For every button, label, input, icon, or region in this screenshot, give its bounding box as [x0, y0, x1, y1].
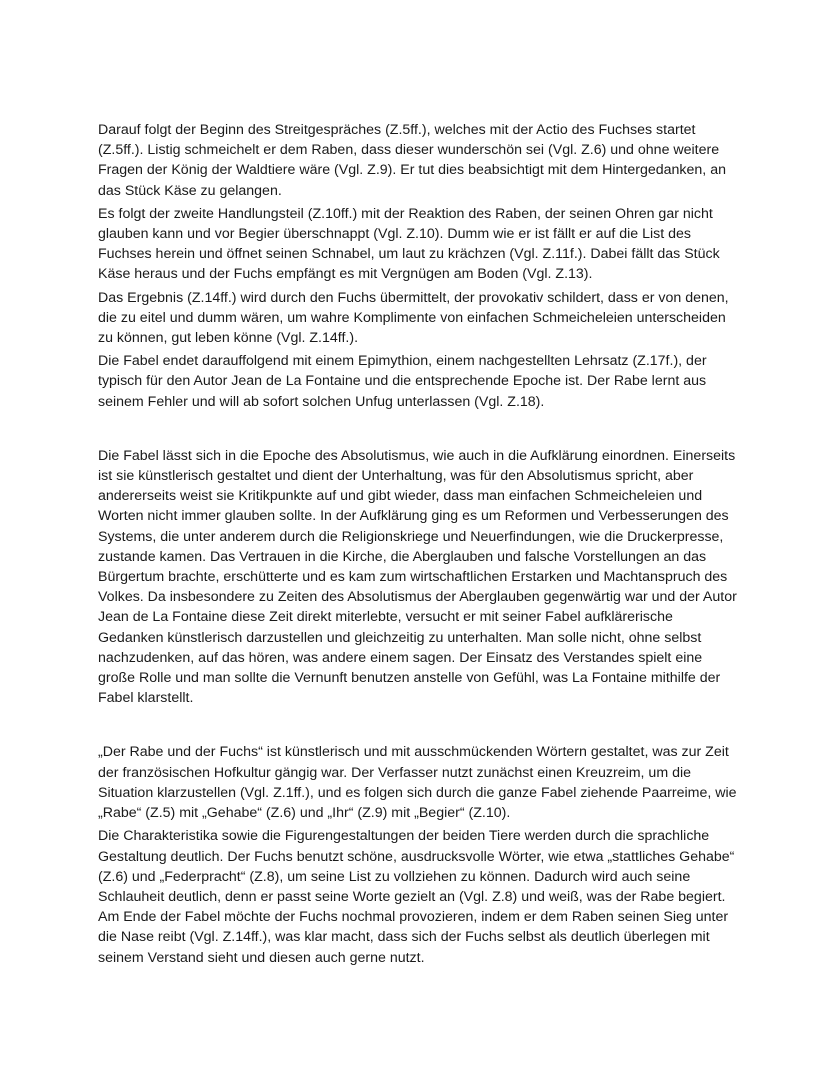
- paragraph-charakteristika: Die Charakteristika sowie die Figurengestaltungen der beiden Tiere werden durch die sprachliche Gestaltung deutlich. Der Fuchs benutzt schöne, ausdrucksvolle Wörter, wie etwa „stattliches Gehabe“ (Z.6) und „Federpracht“ (Z.8), um seine List zu vollziehen zu können. Dadurch wird auch seine Schlauheit deutlich, denn er passt seine Worte gezielt an (Vgl. Z.8) und weiß, was der Rabe begiert. Am Ende der Fabel möchte der Fuchs nochmal provozieren, indem er dem Raben seinen Sieg unter die Nase reibt (Vgl. Z.14ff.), was klar macht, dass sich der Fuchs selbst als deutlich überlegen mit seinem Verstand sieht und diesen auch gerne nutzt.: [98, 828, 735, 966]
- paragraph-streitgespraech: Darauf folgt der Beginn des Streitgespräches (Z.5ff.), welches mit der Actio des Fuchses startet (Z.5ff.). Listig schmeichelt er dem Raben, dass dieser wunderschön sei (Vgl. Z.6) und ohne weitere Fragen der König der Waldtiere wäre (Vgl. Z.9). Er tut dies beabsichtigt mit dem Hintergedanken, an das Stück Käse zu gelangen.: [98, 122, 726, 199]
- document-body: [98, 120, 738, 971]
- paragraph-handlungsteil: Es folgt der zweite Handlungsteil (Z.10ff.) mit der Reaktion des Raben, der seinen Ohren gar nicht glauben kann und vor Begier überschnappt (Vgl. Z.10). Dumm wie er ist fällt er auf die List des Fuchses herein und öffnet seinen Schnabel, um laut zu krächzen (Vgl. Z.11f.). Dabei fällt das Stück Käse heraus und der Fuchs empfängt es mit Vergnügen am Boden (Vgl. Z.13).: [98, 205, 720, 283]
- paragraph-sprache: „Der Rabe und der Fuchs“ ist künstlerisch und mit ausschmückenden Wörtern gestaltet, was zur Zeit der französischen Hofkultur gängig war. Der Verfasser nutzt zunächst einen Kreuzreim, um die Situation klarzustellen (Vgl. Z.1ff.), und es folgen sich durch die ganze Fabel ziehende Paarreime, wie „Rabe“ (Z.5) mit „Gehabe“ (Z.6) und „Ihr“ (Z.9) mit „Begier“ (Z.10).: [98, 744, 737, 822]
- paragraph-epimythion: Die Fabel endet darauffolgend mit einem Epimythion, einem nachgestellten Lehrsatz (Z.17f.), der typisch für den Autor Jean de La Fontaine und die entsprechende Epoche ist. Der Rabe lernt aus seinem Fehler und will ab sofort solchen Unfug unterlassen (Vgl. Z.18).: [98, 353, 707, 410]
- paragraph-ergebnis: Das Ergebnis (Z.14ff.) wird durch den Fuchs übermittelt, der provokativ schildert, dass er von denen, die zu eitel und dumm wären, um wahre Komplimente von einfachen Schmeicheleien unterscheiden zu können, gut leben könne (Vgl. Z.14ff.).: [98, 289, 729, 347]
- paragraph-epoche: Die Fabel lässt sich in die Epoche des Absolutismus, wie auch in die Aufklärung einordnen. Einerseits ist sie künstlerisch gestaltet und dient der Unterhaltung, was für den Absolutismus spricht, aber andererseits weist sie Kritikpunkte auf und gibt wieder, dass man einfachen Schmeicheleien und Worten nicht immer glauben sollte. In der Aufklärung ging es um Reformen und Verbesserungen des Systems, die unter anderem durch die Religionskriege und Neuerfindungen, wie die Druckerpresse, zustande kamen. Das Vertrauen in die Kirche, die Aberglauben und falsche Vorstellungen an das Bürgertum brachte, erschütterte und es kam zum wirtschaftlichen Erstarken und Machtanspruch des Volkes. Da insbesondere zu Zeiten des Absolutismus der Aberglauben gegenwärtig war und der Autor Jean de La Fontaine diese Zeit direkt miterlebte, versucht er mit seiner Fabel aufklärerische Gedanken künstlerisch darzustellen und gleichzeitig zu unterhalten. Man solle nicht, ohne selbst nachzudenken, auf das hören, was andere einem sagen. Der Einsatz des Verstandes spielt eine große Rolle und man sollte die Vernunft benutzen anstelle von Gefühl, was La Fontaine mithilfe der Fabel klarstellt.: [98, 447, 737, 707]
